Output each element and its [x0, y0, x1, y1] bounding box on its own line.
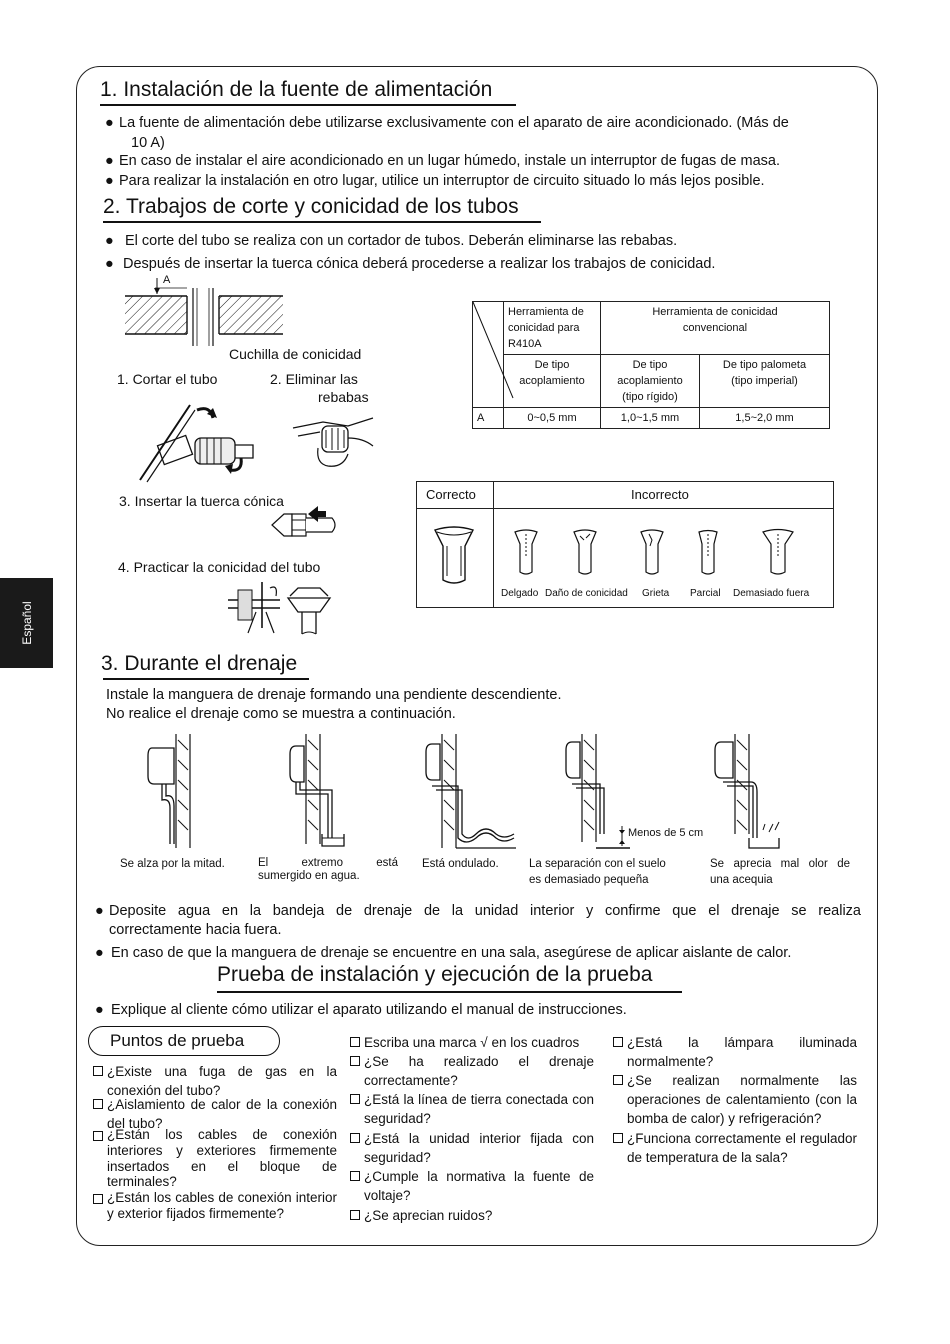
gap-label: Menos de 5 cm: [628, 827, 704, 839]
table-cell: 1,0~1,5 mm: [601, 408, 700, 429]
section3-underline: [103, 678, 309, 680]
flare-label-crack: Grieta: [642, 588, 670, 599]
section4-underline: [217, 991, 682, 993]
table-corner-cell: [473, 302, 504, 408]
drain-too-close-illustration: [560, 734, 630, 852]
checkbox[interactable]: [350, 1056, 360, 1066]
bullet-dot: ●: [95, 1002, 104, 1018]
bullet-text: correctamente hacia fuera.: [109, 922, 282, 938]
thin-flare-icon: [513, 528, 539, 578]
table-text: De tipo palometa: [722, 359, 807, 371]
checklist-item: [364, 1206, 594, 1225]
table-text: De tipo: [632, 359, 668, 371]
checklist-text: ¿Se aprecian ruidos?: [364, 1208, 493, 1223]
checkbox[interactable]: [613, 1075, 623, 1085]
checklist-text: ¿Está la unidad interior fijada con seguridad?: [364, 1131, 594, 1165]
table-cell: 0~0,5 mm: [504, 408, 601, 429]
caption-ditch-2: una acequia: [710, 874, 773, 886]
checklist-text: ¿Se ha realizado el drenaje correctamente?: [364, 1054, 594, 1088]
checklist-text: Escriba una marca √ en los cuadros: [364, 1035, 580, 1050]
flare-quality-box: [416, 481, 834, 608]
diagonal-line: [473, 302, 513, 398]
checkbox[interactable]: [350, 1133, 360, 1143]
bullet-text: Para realizar la instalación en otro lugar, utilice un interruptor de circuito situado lo más lejos posible.: [119, 173, 765, 189]
checklist-item: [364, 1033, 594, 1052]
checklist-item: [627, 1071, 857, 1128]
overextended-flare-icon: [763, 528, 793, 578]
language-tab: [0, 578, 53, 668]
divider: [493, 482, 494, 607]
bullet-dot: ●: [105, 173, 114, 189]
table-text: De tipo: [534, 359, 570, 371]
checklist-item: [364, 1167, 594, 1205]
bullet-text: En caso de instalar el aire acondicionado en un lugar húmedo, instale un interruptor de fugas de masa.: [119, 153, 780, 169]
table-cell: 1,5~2,0 mm: [700, 408, 830, 429]
bullet-text: La fuente de alimentación debe utilizarse exclusivamente con el aparato de aire acondicionado. (Más de: [119, 115, 789, 131]
dimension-a-label: A: [163, 274, 171, 286]
checkbox[interactable]: [350, 1210, 360, 1220]
pipe-section-figure: [115, 274, 290, 354]
section4-title: Prueba de instalación y ejecución de la prueba: [217, 963, 653, 986]
checklist-text: ¿Se realizan normalmente las operaciones de calentamiento (con la bomba de calor) y refrigeración?: [627, 1073, 857, 1126]
intro-line: No realice el drenaje como se muestra a continuación.: [106, 706, 456, 722]
caption-gap-2: es demasiado pequeña: [529, 874, 649, 886]
checkbox[interactable]: [350, 1094, 360, 1104]
step-deburr-label: 2. Eliminar las: [270, 371, 358, 387]
checkbox[interactable]: [613, 1037, 623, 1047]
cracked-flare-icon: [639, 528, 665, 578]
flare-label-damage: Daño de conicidad: [545, 588, 628, 599]
bullet-text: En caso de que la manguera de drenaje se encuentre en una sala, asegúrese de aplicar aislante de calor.: [111, 945, 792, 961]
checklist-text: ¿Está la línea de tierra conectada con seguridad?: [364, 1092, 594, 1126]
flaring-tool-illustration: [220, 578, 370, 638]
checklist-text: ¿Existe una fuga de gas en la conexión del tubo?: [107, 1064, 337, 1098]
bullet-text: Explique al cliente cómo utilizar el aparato utilizando el manual de instrucciones.: [111, 1002, 627, 1018]
flare-label-partial: Parcial: [690, 588, 721, 599]
bullet-dot: ●: [95, 903, 104, 919]
section3-title: 3. Durante el drenaje: [101, 652, 298, 675]
step-cut-label: 1. Cortar el tubo: [117, 371, 218, 387]
bullet-text: Deposite agua en la bandeja de drenaje de la unidad interior y confirme que el drenaje se realiza: [109, 903, 861, 919]
bullet-text: 10 A): [131, 135, 165, 151]
bullet-dot: ●: [105, 153, 114, 169]
drain-wavy-illustration: [420, 734, 516, 852]
correct-flare-icon: [433, 524, 475, 586]
checklist-item: [107, 1127, 337, 1190]
checklist-item: [364, 1090, 594, 1128]
checkbox[interactable]: [93, 1131, 103, 1141]
bullet-dot: ●: [105, 256, 114, 272]
drain-rises-midway-illustration: [140, 734, 200, 852]
checkbox[interactable]: [93, 1066, 103, 1076]
checkbox[interactable]: [350, 1037, 360, 1047]
bullet-dot: ●: [105, 115, 114, 131]
section1-underline: [100, 104, 516, 106]
checklist-item: [364, 1129, 594, 1167]
caption-ditch: Se aprecia mal olor de: [710, 858, 850, 870]
deburr-hand-illustration: [288, 408, 378, 470]
checkbox[interactable]: [93, 1099, 103, 1109]
caption-submerged: El extremo está: [258, 857, 398, 869]
checklist-text: ¿Cumple la normativa la fuente de voltaje?: [364, 1169, 594, 1203]
checklist-text: ¿Están los cables de conexión interiores y exteriores firmemente insertados en el bloque de terminales?: [107, 1127, 337, 1190]
section2-title: 2. Trabajos de corte y conicidad de los tubos: [103, 195, 519, 218]
drain-submerged-illustration: [282, 734, 352, 852]
caption-gap: La separación con el suelo: [529, 858, 666, 870]
checklist-text: ¿Están los cables de conexión interior y exterior fijados firmemente?: [107, 1190, 337, 1221]
intro-line: Instale la manguera de drenaje formando una pendiente descendiente.: [106, 687, 562, 703]
checkbox[interactable]: [613, 1133, 623, 1143]
bullet-text: Después de insertar la tuerca cónica deberá procederse a realizar los trabajos de conicidad.: [123, 256, 716, 272]
pipe-cutter-illustration: [135, 400, 270, 485]
test-points-pill: [88, 1026, 280, 1056]
bullet-dot: ●: [95, 945, 104, 961]
checkbox[interactable]: [350, 1171, 360, 1181]
table-text: acoplamiento: [519, 375, 585, 387]
step-flare-label: 4. Practicar la conicidad del tubo: [118, 559, 321, 575]
flare-label-thin: Delgado: [501, 588, 539, 599]
table-text: acoplamiento: [617, 375, 683, 387]
header-r410a: [504, 302, 601, 355]
bullet-dot: ●: [105, 233, 114, 249]
section2-underline: [103, 221, 541, 223]
subheader-rigid: [601, 355, 700, 408]
partial-flare-icon: [695, 528, 721, 578]
section3-intro: [106, 686, 561, 724]
checklist-item: [627, 1033, 857, 1071]
damaged-flare-icon: [572, 528, 598, 578]
checklist-text: ¿Está la lámpara iluminada normalmente?: [627, 1035, 857, 1069]
divider: [417, 508, 833, 509]
table-text: Herramienta de: [508, 306, 584, 318]
checklist-text: ¿Funciona correctamente el regulador de temperatura de la sala?: [627, 1131, 857, 1165]
header-conventional: [601, 302, 830, 355]
checklist-text: ¿Aislamiento de calor de la conexión del tubo?: [107, 1097, 337, 1131]
flare-label-too-far: Demasiado fuera: [733, 588, 810, 599]
caption-rises: Se alza por la mitad.: [120, 858, 225, 870]
caption-submerged-2: sumergido en agua.: [258, 870, 360, 882]
checklist-item: [627, 1129, 857, 1167]
test-points-label: Puntos de prueba: [110, 1031, 245, 1050]
table-text: R410A: [508, 338, 542, 350]
checklist-item: [364, 1052, 594, 1090]
drain-ditch-illustration: [705, 734, 785, 852]
table-text: convencional: [682, 322, 748, 334]
subheader-wingnut: [700, 355, 830, 408]
step-deburr-label-2: rebabas: [318, 389, 369, 405]
table-text: (tipo imperial): [731, 375, 798, 387]
language-label: Español: [20, 601, 34, 645]
flare-blade-label: Cuchilla de conicidad: [229, 346, 362, 362]
correct-label: Correcto: [426, 487, 476, 502]
incorrect-label: Incorrecto: [631, 487, 689, 502]
flare-nut-insert-illustration: [270, 506, 340, 544]
section1-title: 1. Instalación de la fuente de alimentación: [100, 78, 493, 101]
table-text: Herramienta de conicidad: [652, 306, 778, 318]
subheader-coupling: [504, 355, 601, 408]
table-text: conicidad para: [508, 322, 580, 334]
step-insert-nut-label: 3. Insertar la tuerca cónica: [119, 493, 284, 509]
checkbox[interactable]: [93, 1194, 103, 1204]
table-text: (tipo rígido): [622, 391, 678, 403]
caption-wavy: Está ondulado.: [422, 858, 499, 870]
checklist-item: [107, 1190, 337, 1222]
bullet-text: El corte del tubo se realiza con un cortador de tubos. Deberán eliminarse las rebabas.: [125, 233, 678, 249]
flare-dimension-table: [472, 301, 830, 429]
row-label-a: A: [473, 408, 504, 429]
